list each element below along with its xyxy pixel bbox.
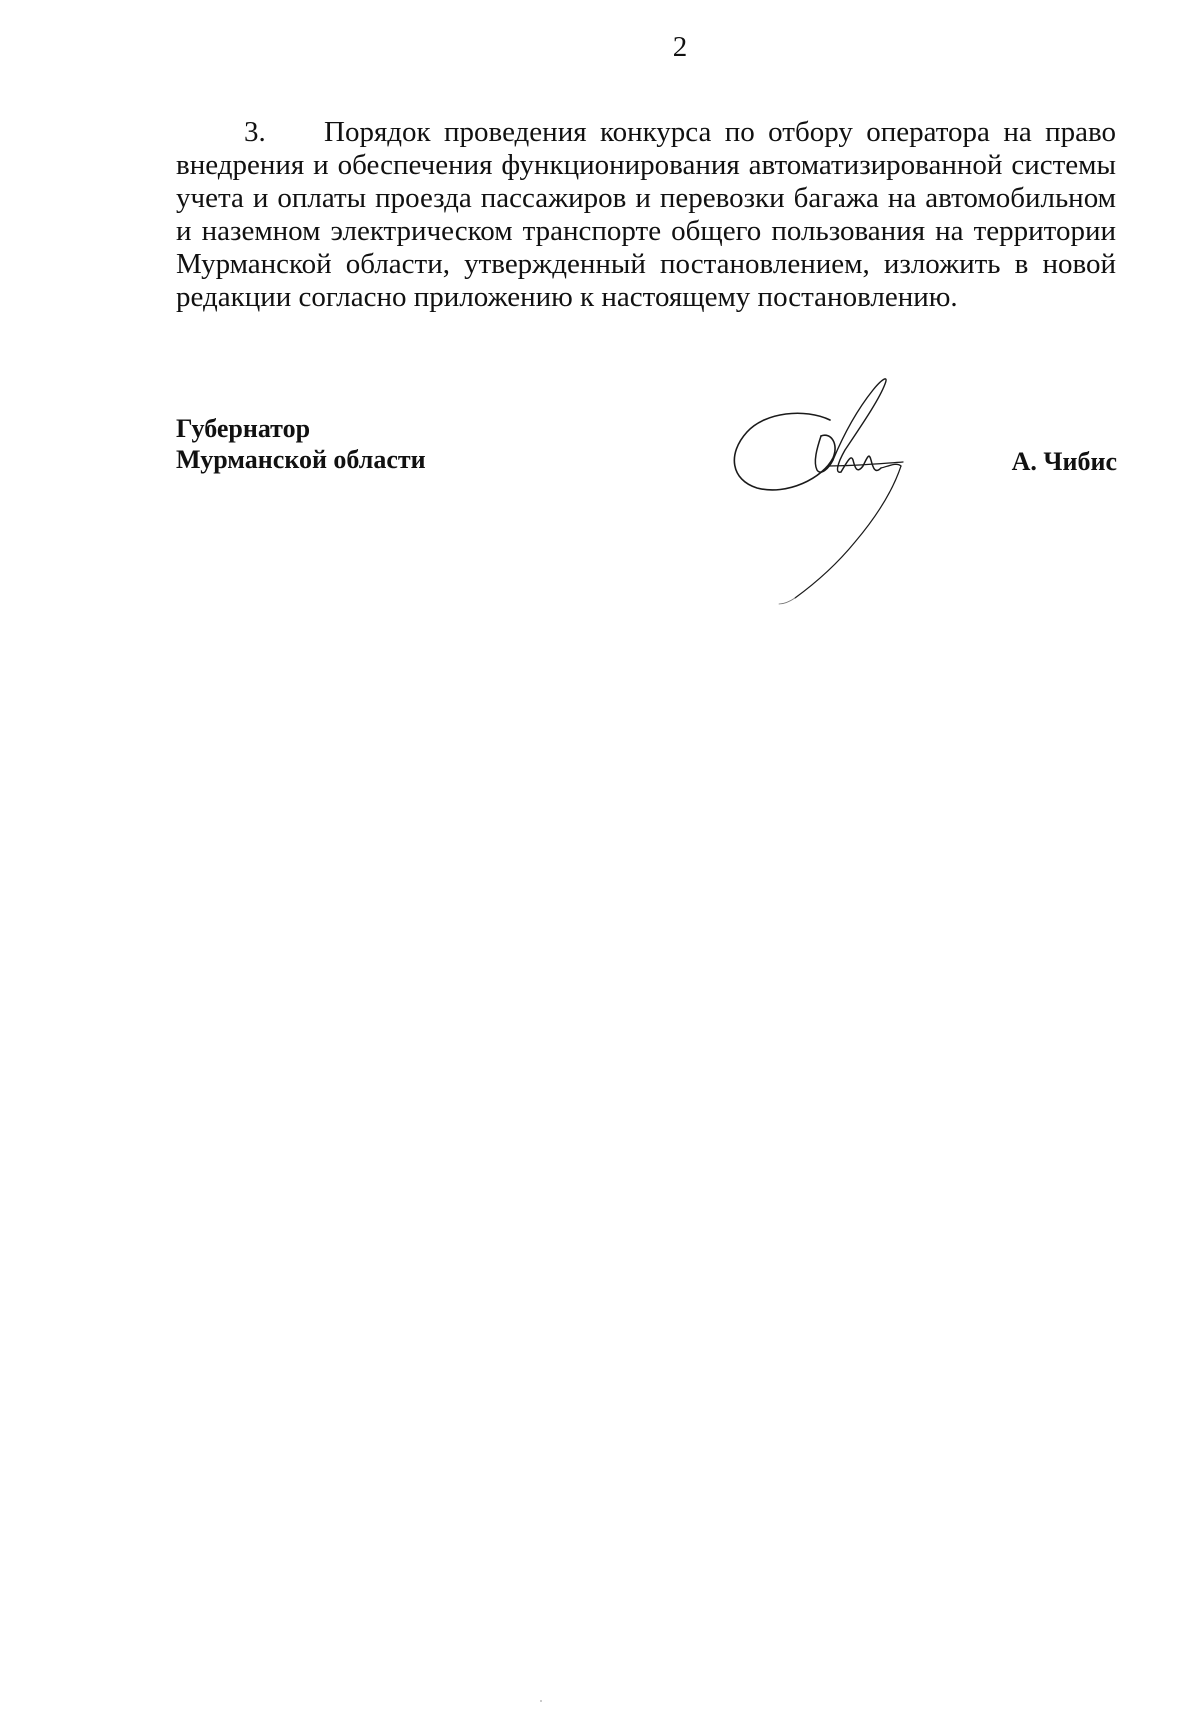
handwritten-signature [725,370,940,605]
scan-speck [540,1700,542,1702]
page-number: 2 [672,31,688,63]
signer-position [176,413,426,475]
signer-name: А. Чибис [1011,447,1117,476]
body-paragraph-item-3 [176,116,1116,314]
signer-position-line-2: Мурманской области [176,445,426,474]
signer-position-line-1: Губернатор [176,414,311,443]
item-number: 3. [244,116,266,148]
item-text: Порядок проведения конкурса по отбору оператора на право внедрения и обеспечения функционирования автоматизированной системы учета и оплаты проезда пассажиров и перевозки багажа на автомобильном и наземном электрическом транспорте общего пользования на территории Мурманской области, утвержденный постановлением, изложить в новой редакции согласно приложению к настоящему постановлению. [176,116,1116,313]
